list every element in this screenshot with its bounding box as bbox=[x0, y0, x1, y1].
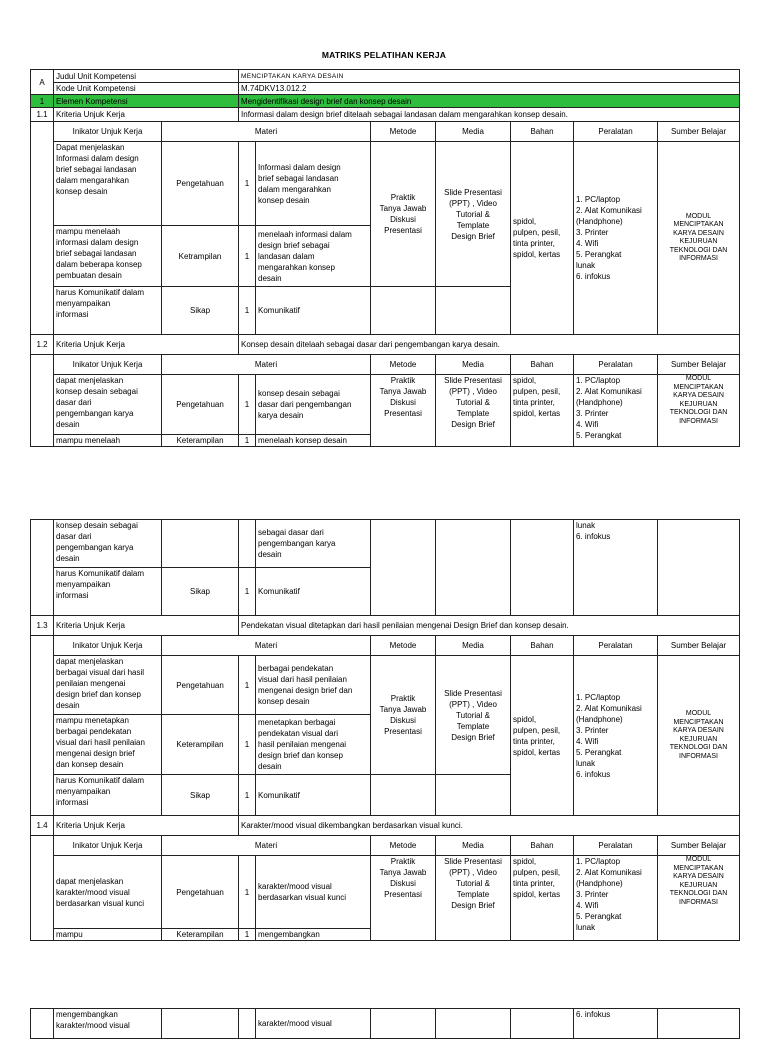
header-peralatan: Peralatan bbox=[574, 122, 658, 142]
materi-type: Keterampilan bbox=[162, 929, 239, 941]
header-media: Media bbox=[436, 836, 511, 856]
kuk-text: Karakter/mood visual dikembangkan berdasarkan visual kunci. bbox=[239, 816, 740, 836]
header-materi: Materi bbox=[162, 836, 371, 856]
materi-type: Keterampilan bbox=[162, 435, 239, 447]
table-row bbox=[31, 142, 740, 226]
indikator-cell: dapat menjelaskan karakter/mood visual berdasarkan visual kunci bbox=[54, 856, 162, 929]
header-sumber: Sumber Belajar bbox=[658, 122, 740, 142]
header-bahan: Bahan bbox=[511, 836, 574, 856]
indikator-cell: Dapat menjelaskan Informasi dalam design brief sebagai landasan dalam mengarahkan konsep desain bbox=[54, 142, 162, 226]
header-bahan: Bahan bbox=[511, 636, 574, 656]
sumber-cell: MODUL MENCIPTAKAN KARYA DESAIN KEJURUAN TEKNOLOGI DAN INFORMASI bbox=[658, 142, 740, 335]
materi-number: 1 bbox=[239, 375, 256, 435]
materi-type: Ketrampilan bbox=[162, 226, 239, 287]
media-cell: Slide Presentasi (PPT) , Video Tutorial & Template Design Brief bbox=[436, 656, 511, 775]
unit-title-row bbox=[31, 70, 740, 83]
header-metode: Metode bbox=[371, 836, 436, 856]
materi-cell: karakter/mood visual bbox=[256, 1009, 371, 1039]
metode-cell: Praktik Tanya Jawab Diskusi Presentasi bbox=[371, 656, 436, 775]
kuk-number: 1.3 bbox=[31, 616, 54, 636]
materi-type: Sikap bbox=[162, 568, 239, 616]
header-indikator: Inikator Unjuk Kerja bbox=[54, 355, 162, 375]
materi-number: 1 bbox=[239, 656, 256, 715]
kuk-row bbox=[31, 335, 740, 355]
table-row bbox=[31, 656, 740, 715]
table-row bbox=[31, 375, 740, 435]
indikator-cell: mampu menelaah informasi dalam design brief sebagai landasan dalam beberapa konsep pembuatan desain bbox=[54, 226, 162, 287]
header-metode: Metode bbox=[371, 122, 436, 142]
materi-cell: Komunikatif bbox=[256, 568, 371, 616]
kuk-row bbox=[31, 616, 740, 636]
media-cell: Slide Presentasi (PPT) , Video Tutorial & Template Design Brief bbox=[436, 142, 511, 287]
element-label: Elemen Kompetensi bbox=[54, 95, 239, 108]
header-media: Media bbox=[436, 122, 511, 142]
sumber-cell: MODUL MENCIPTAKAN KARYA DESAIN KEJURUAN TEKNOLOGI DAN INFORMASI bbox=[658, 656, 740, 816]
peralatan-cell: 1. PC/laptop 2. Alat Komunikasi (Handphone) 3. Printer 4. Wifi 5. Perangkat lunak bbox=[574, 856, 658, 941]
materi-cell: berbagai pendekatan visual dari hasil penilaian mengenai design brief dan konsep desain bbox=[256, 656, 371, 715]
peralatan-cell: 1. PC/laptop 2. Alat Komunikasi (Handphone) 3. Printer 4. Wifi 5. Perangkat lunak 6. infokus bbox=[574, 656, 658, 816]
unit-code-label: Kode Unit Kompetensi bbox=[54, 83, 239, 95]
column-header-row bbox=[31, 836, 740, 856]
indikator-cell: mampu menetapkan berbagai pendekatan visual dari hasil penilaian mengenai design brief dan konsep desain bbox=[54, 715, 162, 775]
kuk-text: Konsep desain ditelaah sebagai dasar dari pengembangan karya desain. bbox=[239, 335, 740, 355]
materi-type: Sikap bbox=[162, 287, 239, 335]
materi-cell: menelaah konsep desain bbox=[256, 435, 371, 447]
materi-number: 1 bbox=[239, 435, 256, 447]
kuk-label: Kriteria Unjuk Kerja bbox=[54, 816, 239, 836]
materi-cell: menelaah informasi dalam design brief sebagai landasan dalam mengarahkan konsep desain bbox=[256, 226, 371, 287]
materi-number: 1 bbox=[239, 856, 256, 929]
header-media: Media bbox=[436, 636, 511, 656]
header-bahan: Bahan bbox=[511, 122, 574, 142]
section-letter: A bbox=[31, 70, 54, 95]
header-materi: Materi bbox=[162, 636, 371, 656]
metode-cell: Praktik Tanya Jawab Diskusi Presentasi bbox=[371, 856, 436, 941]
unit-title-value: MENCIPTAKAN KARYA DESAIN bbox=[239, 70, 740, 83]
materi-cell: karakter/mood visual berdasarkan visual kunci bbox=[256, 856, 371, 929]
indikator-cell: mengembangkan karakter/mood visual bbox=[54, 1009, 162, 1039]
indikator-cell: dapat menjelaskan berbagai visual dari hasil penilaian mengenai design brief dan konsep desain bbox=[54, 656, 162, 715]
materi-cell: Informasi dalam design brief sebagai landasan dalam mengarahkan konsep desain bbox=[256, 142, 371, 226]
header-metode: Metode bbox=[371, 355, 436, 375]
kuk-row bbox=[31, 108, 740, 122]
header-materi: Materi bbox=[162, 355, 371, 375]
matrix-table-page2 bbox=[30, 519, 740, 941]
materi-number: 1 bbox=[239, 226, 256, 287]
materi-number: 1 bbox=[239, 929, 256, 941]
header-peralatan: Peralatan bbox=[574, 355, 658, 375]
column-header-row bbox=[31, 636, 740, 656]
materi-number: 1 bbox=[239, 715, 256, 775]
materi-type: Pengetahuan bbox=[162, 656, 239, 715]
materi-cell: sebagai dasar dari pengembangan karya desain bbox=[256, 520, 371, 568]
materi-type: Sikap bbox=[162, 775, 239, 816]
header-media: Media bbox=[436, 355, 511, 375]
bahan-cell: spidol, pulpen, pesil, tinta printer, spidol, kertas bbox=[511, 375, 574, 447]
metode-cell: Praktik Tanya Jawab Diskusi Presentasi bbox=[371, 142, 436, 287]
indikator-cell: mampu menelaah bbox=[54, 435, 162, 447]
materi-type: Pengetahuan bbox=[162, 375, 239, 435]
table-row bbox=[31, 520, 740, 568]
header-peralatan: Peralatan bbox=[574, 836, 658, 856]
indikator-cell: harus Komunikatif dalam menyampaikan informasi bbox=[54, 775, 162, 816]
matrix-table-page1 bbox=[30, 69, 740, 447]
indikator-cell: konsep desain sebagai dasar dari pengembangan karya desain bbox=[54, 520, 162, 568]
kuk-label: Kriteria Unjuk Kerja bbox=[54, 616, 239, 636]
header-sumber: Sumber Belajar bbox=[658, 355, 740, 375]
column-header-row bbox=[31, 122, 740, 142]
materi-type: Pengetahuan bbox=[162, 856, 239, 929]
kuk-number: 1.4 bbox=[31, 816, 54, 836]
kuk-text: Informasi dalam design brief ditelaah sebagai landasan dalam mengarahkan konsep desain. bbox=[239, 108, 740, 122]
materi-number: 1 bbox=[239, 568, 256, 616]
indikator-cell: dapat menjelaskan konsep desain sebagai dasar dari pengembangan karya desain bbox=[54, 375, 162, 435]
bahan-cell: spidol, pulpen, pesil, tinta printer, spidol, kertas bbox=[511, 142, 574, 335]
materi-cell: Komunikatif bbox=[256, 287, 371, 335]
materi-cell: menetapkan berbagai pendekatan visual dari hasil penilaian mengenai design brief dan konsep desain bbox=[256, 715, 371, 775]
materi-cell: mengembangkan bbox=[256, 929, 371, 941]
materi-number: 1 bbox=[239, 142, 256, 226]
unit-code-value: M.74DKV13.012.2 bbox=[239, 83, 740, 95]
materi-cell: konsep desain sebagai dasar dari pengembangan karya desain bbox=[256, 375, 371, 435]
peralatan-cell: 1. PC/laptop 2. Alat Komunikasi (Handphone) 3. Printer 4. Wifi 5. Perangkat bbox=[574, 375, 658, 447]
sumber-cell: MODUL MENCIPTAKAN KARYA DESAIN KEJURUAN TEKNOLOGI DAN INFORMASI bbox=[658, 375, 740, 447]
unit-title-label: Judul Unit Kompetensi bbox=[54, 70, 239, 83]
kuk-number: 1.2 bbox=[31, 335, 54, 355]
bahan-cell: spidol, pulpen, pesil, tinta printer, spidol, kertas bbox=[511, 656, 574, 816]
table-row bbox=[31, 856, 740, 929]
materi-cell: Komunikatif bbox=[256, 775, 371, 816]
metode-cell: Praktik Tanya Jawab Diskusi Presentasi bbox=[371, 375, 436, 447]
materi-type: Pengetahuan bbox=[162, 142, 239, 226]
kuk-label: Kriteria Unjuk Kerja bbox=[54, 108, 239, 122]
indikator-cell: mampu bbox=[54, 929, 162, 941]
element-number: 1 bbox=[31, 95, 54, 108]
column-header-row bbox=[31, 355, 740, 375]
header-sumber: Sumber Belajar bbox=[658, 836, 740, 856]
materi-type: Keterampilan bbox=[162, 715, 239, 775]
header-indikator: Inikator Unjuk Kerja bbox=[54, 836, 162, 856]
header-bahan: Bahan bbox=[511, 355, 574, 375]
header-peralatan: Peralatan bbox=[574, 636, 658, 656]
indikator-cell: harus Komunikatif dalam menyampaikan informasi bbox=[54, 568, 162, 616]
header-metode: Metode bbox=[371, 636, 436, 656]
sumber-cell: MODUL MENCIPTAKAN KARYA DESAIN KEJURUAN TEKNOLOGI DAN INFORMASI bbox=[658, 856, 740, 941]
materi-number: 1 bbox=[239, 287, 256, 335]
element-row bbox=[31, 95, 740, 108]
element-value: Mengidentifikasi design brief dan konsep desain bbox=[239, 95, 740, 108]
kuk-number: 1.1 bbox=[31, 108, 54, 122]
peralatan-cell: 1. PC/laptop 2. Alat Komunikasi (Handphone) 3. Printer 4. Wifi 5. Perangkat lunak 6. infokus bbox=[574, 142, 658, 335]
bahan-cell: spidol, pulpen, pesil, tinta printer, spidol, kertas bbox=[511, 856, 574, 941]
kuk-text: Pendekatan visual ditetapkan dari hasil penilaian mengenai Design Brief dan konsep desain. bbox=[239, 616, 740, 636]
peralatan-cell: lunak 6. infokus bbox=[574, 520, 658, 616]
indikator-cell: harus Komunikatif dalam menyampaikan informasi bbox=[54, 287, 162, 335]
header-materi: Materi bbox=[162, 122, 371, 142]
media-cell: Slide Presentasi (PPT) , Video Tutorial & Template Design Brief bbox=[436, 375, 511, 447]
unit-code-row bbox=[31, 83, 740, 95]
peralatan-cell: 6. infokus bbox=[574, 1009, 658, 1039]
kuk-row bbox=[31, 816, 740, 836]
header-indikator: Inikator Unjuk Kerja bbox=[54, 636, 162, 656]
header-sumber: Sumber Belajar bbox=[658, 636, 740, 656]
document-title: MATRIKS PELATIHAN KERJA bbox=[321, 50, 447, 60]
materi-number: 1 bbox=[239, 775, 256, 816]
kuk-label: Kriteria Unjuk Kerja bbox=[54, 335, 239, 355]
header-indikator: Inikator Unjuk Kerja bbox=[54, 122, 162, 142]
media-cell: Slide Presentasi (PPT) , Video Tutorial & Template Design Brief bbox=[436, 856, 511, 941]
